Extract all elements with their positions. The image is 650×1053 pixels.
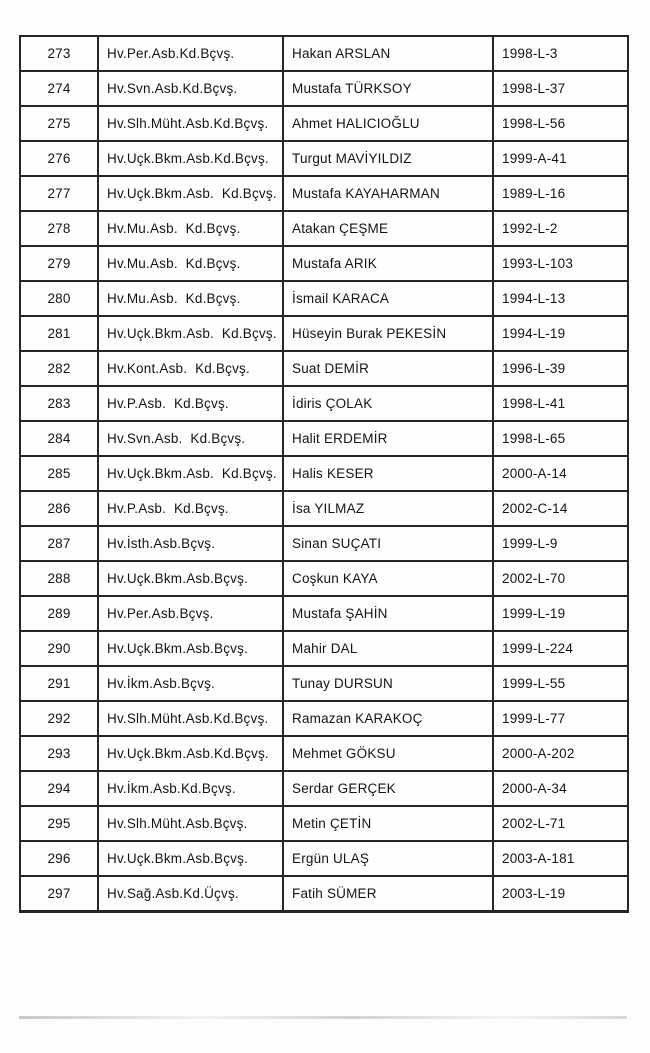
rank-cell: Hv.Uçk.Bkm.Asb.Bçvş.: [98, 561, 283, 596]
name-cell: Halit ERDEMİR: [283, 421, 493, 456]
name-cell: Atakan ÇEŞME: [283, 211, 493, 246]
name-cell: Hakan ARSLAN: [283, 36, 493, 71]
row-number-cell: 286: [20, 491, 98, 526]
name-cell: Ramazan KARAKOÇ: [283, 701, 493, 736]
code-cell: 1998-L-56: [493, 106, 628, 141]
row-number-cell: 292: [20, 701, 98, 736]
code-cell: 1998-L-41: [493, 386, 628, 421]
row-number-cell: 274: [20, 71, 98, 106]
code-cell: 2000-A-14: [493, 456, 628, 491]
table-row: [20, 666, 628, 701]
row-number-cell: 280: [20, 281, 98, 316]
table-row: [20, 211, 628, 246]
rank-cell: Hv.Uçk.Bkm.Asb.Bçvş.: [98, 841, 283, 876]
table-row: [20, 841, 628, 876]
name-cell: Ahmet HALICIOĞLU: [283, 106, 493, 141]
table-row: [20, 141, 628, 176]
roster-table-body: [20, 36, 628, 911]
rank-cell: Hv.Uçk.Bkm.Asb. Kd.Bçvş.: [98, 176, 283, 211]
row-number-cell: 297: [20, 876, 98, 911]
table-row: [20, 246, 628, 281]
row-number-cell: 296: [20, 841, 98, 876]
code-cell: 2002-L-71: [493, 806, 628, 841]
table-row: [20, 491, 628, 526]
row-number-cell: 276: [20, 141, 98, 176]
code-cell: 2003-A-181: [493, 841, 628, 876]
table-row: [20, 36, 628, 71]
roster-table: [19, 35, 629, 913]
code-cell: 1998-L-37: [493, 71, 628, 106]
code-cell: 1993-L-103: [493, 246, 628, 281]
code-cell: 1999-A-41: [493, 141, 628, 176]
code-cell: 1999-L-224: [493, 631, 628, 666]
row-number-cell: 278: [20, 211, 98, 246]
code-cell: 1994-L-19: [493, 316, 628, 351]
table-row: [20, 351, 628, 386]
rank-cell: Hv.P.Asb. Kd.Bçvş.: [98, 386, 283, 421]
table-row: [20, 771, 628, 806]
row-number-cell: 285: [20, 456, 98, 491]
name-cell: Fatih SÜMER: [283, 876, 493, 911]
table-row: [20, 596, 628, 631]
rank-cell: Hv.İsth.Asb.Bçvş.: [98, 526, 283, 561]
table-row: [20, 876, 628, 911]
rank-cell: Hv.Sağ.Asb.Kd.Üçvş.: [98, 876, 283, 911]
name-cell: Turgut MAVİYILDIZ: [283, 141, 493, 176]
code-cell: 1999-L-9: [493, 526, 628, 561]
table-row: [20, 736, 628, 771]
table-row: [20, 561, 628, 596]
rank-cell: Hv.Slh.Müht.Asb.Bçvş.: [98, 806, 283, 841]
table-row: [20, 281, 628, 316]
table-row: [20, 701, 628, 736]
row-number-cell: 277: [20, 176, 98, 211]
name-cell: İsmail KARACA: [283, 281, 493, 316]
rank-cell: Hv.Kont.Asb. Kd.Bçvş.: [98, 351, 283, 386]
name-cell: Mustafa ARIK: [283, 246, 493, 281]
name-cell: Mustafa ŞAHİN: [283, 596, 493, 631]
code-cell: 1992-L-2: [493, 211, 628, 246]
code-cell: 1996-L-39: [493, 351, 628, 386]
rank-cell: Hv.Per.Asb.Bçvş.: [98, 596, 283, 631]
name-cell: Mustafa TÜRKSOY: [283, 71, 493, 106]
code-cell: 1999-L-77: [493, 701, 628, 736]
name-cell: Halis KESER: [283, 456, 493, 491]
rank-cell: Hv.Uçk.Bkm.Asb. Kd.Bçvş.: [98, 316, 283, 351]
table-row: [20, 631, 628, 666]
code-cell: 2000-A-34: [493, 771, 628, 806]
row-number-cell: 279: [20, 246, 98, 281]
table-row: [20, 71, 628, 106]
rank-cell: Hv.Uçk.Bkm.Asb.Bçvş.: [98, 631, 283, 666]
rank-cell: Hv.Slh.Müht.Asb.Kd.Bçvş.: [98, 106, 283, 141]
row-number-cell: 284: [20, 421, 98, 456]
rank-cell: Hv.İkm.Asb.Bçvş.: [98, 666, 283, 701]
scan-artifact-line: [19, 1016, 627, 1019]
rank-cell: Hv.Mu.Asb. Kd.Bçvş.: [98, 281, 283, 316]
rank-cell: Hv.Mu.Asb. Kd.Bçvş.: [98, 211, 283, 246]
row-number-cell: 275: [20, 106, 98, 141]
row-number-cell: 295: [20, 806, 98, 841]
row-number-cell: 293: [20, 736, 98, 771]
rank-cell: Hv.Svn.Asb. Kd.Bçvş.: [98, 421, 283, 456]
name-cell: Tunay DURSUN: [283, 666, 493, 701]
table-row: [20, 386, 628, 421]
row-number-cell: 282: [20, 351, 98, 386]
name-cell: Metin ÇETİN: [283, 806, 493, 841]
row-number-cell: 281: [20, 316, 98, 351]
rank-cell: Hv.Per.Asb.Kd.Bçvş.: [98, 36, 283, 71]
rank-cell: Hv.İkm.Asb.Kd.Bçvş.: [98, 771, 283, 806]
name-cell: Ergün ULAŞ: [283, 841, 493, 876]
name-cell: Suat DEMİR: [283, 351, 493, 386]
row-number-cell: 289: [20, 596, 98, 631]
name-cell: Mahir DAL: [283, 631, 493, 666]
code-cell: 1994-L-13: [493, 281, 628, 316]
code-cell: 2002-L-70: [493, 561, 628, 596]
rank-cell: Hv.P.Asb. Kd.Bçvş.: [98, 491, 283, 526]
row-number-cell: 291: [20, 666, 98, 701]
name-cell: Serdar GERÇEK: [283, 771, 493, 806]
code-cell: 2003-L-19: [493, 876, 628, 911]
name-cell: Hüseyin Burak PEKESİN: [283, 316, 493, 351]
row-number-cell: 287: [20, 526, 98, 561]
rank-cell: Hv.Uçk.Bkm.Asb.Kd.Bçvş.: [98, 141, 283, 176]
table-row: [20, 176, 628, 211]
name-cell: Mehmet GÖKSU: [283, 736, 493, 771]
code-cell: 1998-L-3: [493, 36, 628, 71]
code-cell: 1989-L-16: [493, 176, 628, 211]
table-row: [20, 456, 628, 491]
row-number-cell: 288: [20, 561, 98, 596]
name-cell: İdiris ÇOLAK: [283, 386, 493, 421]
rank-cell: Hv.Slh.Müht.Asb.Kd.Bçvş.: [98, 701, 283, 736]
rank-cell: Hv.Uçk.Bkm.Asb. Kd.Bçvş.: [98, 456, 283, 491]
name-cell: İsa YILMAZ: [283, 491, 493, 526]
code-cell: 2000-A-202: [493, 736, 628, 771]
code-cell: 1998-L-65: [493, 421, 628, 456]
name-cell: Sinan SUÇATI: [283, 526, 493, 561]
rank-cell: Hv.Svn.Asb.Kd.Bçvş.: [98, 71, 283, 106]
row-number-cell: 290: [20, 631, 98, 666]
rank-cell: Hv.Mu.Asb. Kd.Bçvş.: [98, 246, 283, 281]
name-cell: Coşkun KAYA: [283, 561, 493, 596]
row-number-cell: 294: [20, 771, 98, 806]
table-row: [20, 421, 628, 456]
row-number-cell: 283: [20, 386, 98, 421]
code-cell: 1999-L-55: [493, 666, 628, 701]
rank-cell: Hv.Uçk.Bkm.Asb.Kd.Bçvş.: [98, 736, 283, 771]
table-row: [20, 526, 628, 561]
name-cell: Mustafa KAYAHARMAN: [283, 176, 493, 211]
table-row: [20, 316, 628, 351]
code-cell: 1999-L-19: [493, 596, 628, 631]
row-number-cell: 273: [20, 36, 98, 71]
table-row: [20, 806, 628, 841]
table-row: [20, 106, 628, 141]
code-cell: 2002-C-14: [493, 491, 628, 526]
